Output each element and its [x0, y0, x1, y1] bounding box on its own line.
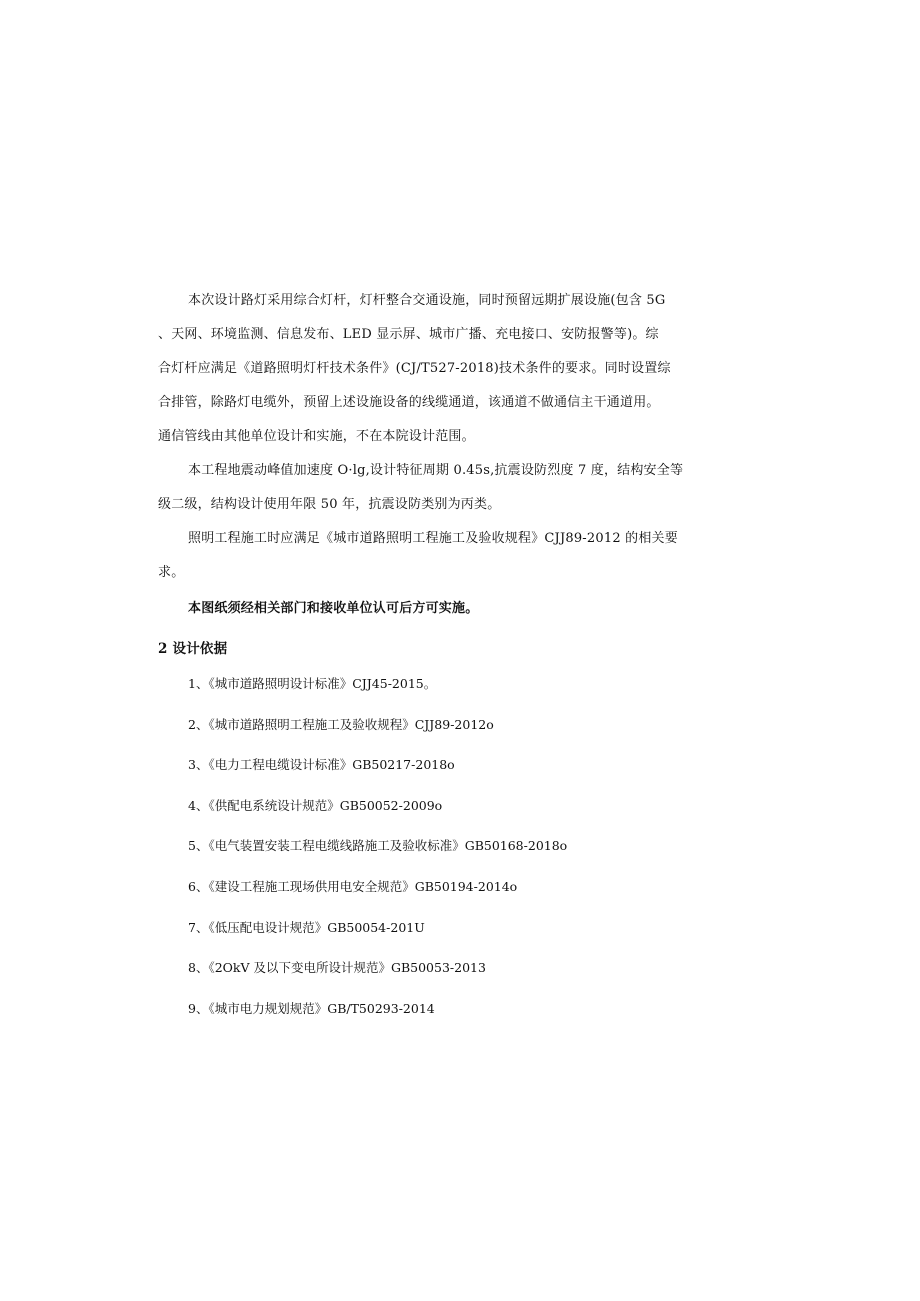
paragraph-line: 、天网、环境监测、信息发布、LED 显示屏、城市广播、充电接口、安防报警等)。综 — [158, 327, 659, 342]
list-item: 2、《城市道路照明工程施工及验收规程》CJJ89-2012o — [188, 716, 494, 732]
list-item: 3、《电力工程电缆设计标准》GB50217-2018o — [188, 757, 455, 773]
paragraph-line: 合排管，除路灯电缆外，预留上述设施设备的线缆通道，该通道不做通信主干通道用。 — [158, 395, 660, 410]
list-item: 7、《低压配电设计规范》GB50054-201U — [188, 919, 425, 935]
paragraph-line: 通信管线由其他单位设计和实施，不在本院设计范围。 — [158, 429, 475, 444]
list-item: 6、《建设工程施工现场供用电安全规范》GB50194-2014o — [188, 878, 518, 894]
section-heading: 2 设计依据 — [158, 641, 228, 657]
paragraph-line: 本工程地震动峰值加速度 O·lg,设计特征周期 0.45s,抗震设防烈度 7 度，结构安全等 — [188, 463, 684, 478]
approval-notice: 本图纸须经相关部门和接收单位认可后方可实施。 — [188, 601, 479, 616]
paragraph-line: 照明工程施工时应满足《城市道路照明工程施工及验收规程》CJJ89-2012 的相关要 — [188, 531, 678, 546]
document-body — [158, 284, 688, 1039]
paragraph-line: 求。 — [158, 565, 185, 580]
list-item: 9、《城市电力规划规范》GB/T50293-2014 — [188, 1000, 435, 1016]
paragraph-line: 本次设计路灯采用综合灯杆，灯杆整合交通设施，同时预留远期扩展设施(包含 5G — [188, 293, 666, 308]
list-item: 4、《供配电系统设计规范》GB50052-2009o — [188, 797, 443, 813]
reference-list — [158, 674, 688, 1019]
paragraph-street-light-design — [158, 284, 688, 454]
list-item: 1、《城市道路照明设计标准》CJJ45-2015。 — [188, 676, 437, 691]
paragraph-line: 合灯杆应满足《道路照明灯杆技术条件》(CJ/T527-2018)技术条件的要求。同时设置综 — [158, 361, 671, 376]
paragraph-seismic — [158, 454, 688, 522]
paragraph-line: 级二级，结构设计使用年限 50 年，抗震设防类别为丙类。 — [158, 497, 501, 512]
list-item: 8、《2OkV 及以下变电所设计规范》GB50053-2013 — [188, 960, 486, 976]
list-item: 5、《电气装置安装工程电缆线路施工及验收标准》GB50168-2018o — [188, 838, 568, 854]
paragraph-construction — [158, 522, 688, 590]
